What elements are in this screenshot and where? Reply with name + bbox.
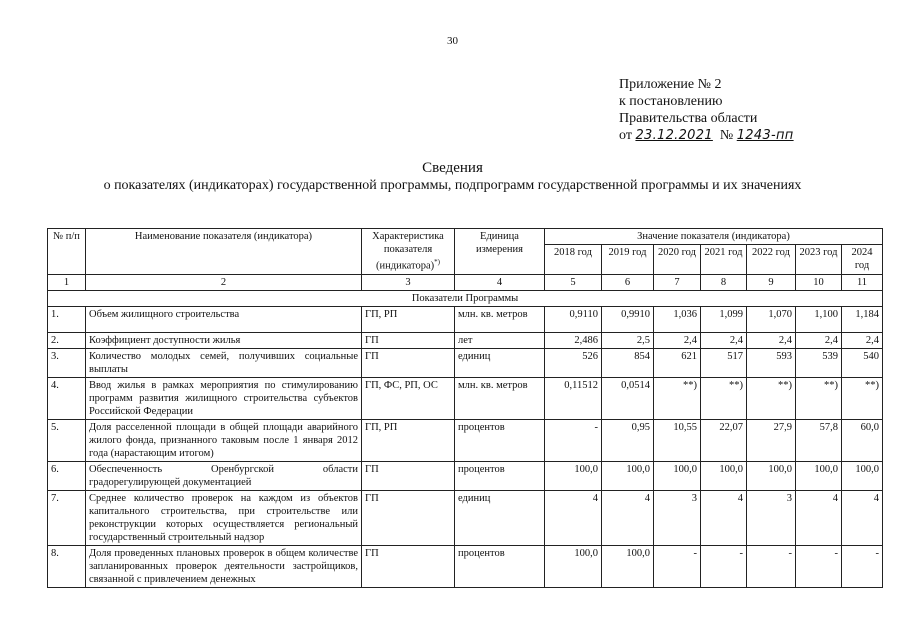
- row-value: -: [654, 545, 701, 587]
- row-value: 2,486: [545, 332, 602, 348]
- header-name: Наименование показателя (индикатора): [86, 229, 362, 275]
- column-number: 5: [545, 274, 602, 290]
- row-name: Коэффициент доступности жилья: [86, 332, 362, 348]
- row-value: 0,0514: [602, 377, 654, 419]
- row-value: 621: [654, 348, 701, 377]
- page-number: 30: [447, 35, 458, 47]
- row-value: 1,100: [796, 306, 842, 332]
- row-value: **): [842, 377, 883, 419]
- row-value: 10,55: [654, 419, 701, 461]
- table-row: [48, 419, 883, 461]
- row-value: -: [842, 545, 883, 587]
- header-year: 2022 год: [747, 245, 796, 274]
- row-value: 2,5: [602, 332, 654, 348]
- header-unit: Единица измерения: [455, 229, 545, 275]
- row-num: 1.: [48, 306, 86, 332]
- row-value: 1,036: [654, 306, 701, 332]
- table-row: [48, 348, 883, 377]
- row-value: 540: [842, 348, 883, 377]
- row-value: 60,0: [842, 419, 883, 461]
- row-value: 4: [701, 490, 747, 545]
- appendix-line-1: Приложение № 2: [619, 77, 722, 92]
- appendix-line-2: к постановлению: [619, 94, 723, 109]
- table-row: [48, 545, 883, 587]
- column-number: 9: [747, 274, 796, 290]
- header-year: 2021 год: [701, 245, 747, 274]
- header-characteristic: Характеристика показателя (индикатора)*): [362, 229, 455, 275]
- row-value: 100,0: [701, 461, 747, 490]
- column-number: 2: [86, 274, 362, 290]
- row-characteristic: ГП: [362, 545, 455, 587]
- document-subtitle: о показателях (индикаторах) государственной программы, подпрограмм государственной программы и их значениях: [103, 178, 802, 193]
- row-value: 526: [545, 348, 602, 377]
- row-name: Доля расселенной площади в общей площади аварийного жилого фонда, признанного таковым после 1 января 2012 года (нарастающим итогом): [86, 419, 362, 461]
- row-value: -: [747, 545, 796, 587]
- section-title: Показатели Программы: [48, 290, 883, 306]
- table-row: [48, 377, 883, 419]
- row-value: 100,0: [602, 545, 654, 587]
- header-year: 2018 год: [545, 245, 602, 274]
- row-unit: процентов: [455, 545, 545, 587]
- row-value: 4: [796, 490, 842, 545]
- row-value: 0,11512: [545, 377, 602, 419]
- table-row: [48, 306, 883, 332]
- row-value: 3: [654, 490, 701, 545]
- row-value: 4: [545, 490, 602, 545]
- table-row: [48, 490, 883, 545]
- row-characteristic: ГП: [362, 461, 455, 490]
- header-values-group: Значение показателя (индикатора): [545, 229, 883, 245]
- row-characteristic: ГП, РП: [362, 419, 455, 461]
- header-year: 2023 год: [796, 245, 842, 274]
- header-year: 2019 год: [602, 245, 654, 274]
- row-value: 4: [842, 490, 883, 545]
- row-value: -: [545, 419, 602, 461]
- table-row: [48, 332, 883, 348]
- row-value: 2,4: [796, 332, 842, 348]
- row-num: 6.: [48, 461, 86, 490]
- row-value: 1,070: [747, 306, 796, 332]
- row-name: Обеспеченность Оренбургской области градорегулирующей документацией: [86, 461, 362, 490]
- row-unit: процентов: [455, 419, 545, 461]
- header-row-1: [48, 229, 883, 245]
- row-value: 27,9: [747, 419, 796, 461]
- table-row: [48, 461, 883, 490]
- row-characteristic: ГП: [362, 332, 455, 348]
- row-value: 0,95: [602, 419, 654, 461]
- handwritten-date: 23.12.2021: [635, 128, 713, 143]
- row-value: 539: [796, 348, 842, 377]
- header-year: 2024 год: [842, 245, 883, 274]
- column-number: 1: [48, 274, 86, 290]
- column-number: 11: [842, 274, 883, 290]
- row-unit: лет: [455, 332, 545, 348]
- footnote-mark: *): [434, 258, 440, 266]
- handwritten-number: 1243-пп: [736, 128, 794, 143]
- row-num: 2.: [48, 332, 86, 348]
- row-value: **): [701, 377, 747, 419]
- header-num: № п/п: [48, 229, 86, 275]
- column-number: 4: [455, 274, 545, 290]
- date-prefix: от: [619, 128, 632, 143]
- row-value: 1,184: [842, 306, 883, 332]
- row-value: 100,0: [545, 545, 602, 587]
- column-number: 7: [654, 274, 701, 290]
- row-value: 517: [701, 348, 747, 377]
- appendix-block: [619, 76, 794, 144]
- row-value: 100,0: [796, 461, 842, 490]
- row-name: Ввод жилья в рамках мероприятия по стимулированию программ развития жилищного строительства субъектов Российской Федерации: [86, 377, 362, 419]
- row-value: 100,0: [602, 461, 654, 490]
- row-num: 7.: [48, 490, 86, 545]
- section-row: [48, 290, 883, 306]
- row-value: 4: [602, 490, 654, 545]
- row-value: 22,07: [701, 419, 747, 461]
- row-num: 4.: [48, 377, 86, 419]
- row-value: 0,9110: [545, 306, 602, 332]
- row-unit: процентов: [455, 461, 545, 490]
- column-number: 6: [602, 274, 654, 290]
- row-unit: млн. кв. метров: [455, 377, 545, 419]
- row-characteristic: ГП: [362, 490, 455, 545]
- row-value: -: [701, 545, 747, 587]
- row-value: 57,8: [796, 419, 842, 461]
- row-value: 3: [747, 490, 796, 545]
- row-characteristic: ГП: [362, 348, 455, 377]
- row-name: Среднее количество проверок на каждом из объектов капитального строительства, при строительстве или реконструкции которых осуществляется региональный государственный строительный надзор: [86, 490, 362, 545]
- header-year: 2020 год: [654, 245, 701, 274]
- appendix-line-3: Правительства области: [619, 111, 758, 126]
- row-value: 100,0: [654, 461, 701, 490]
- row-value: **): [654, 377, 701, 419]
- row-value: 100,0: [545, 461, 602, 490]
- row-value: 100,0: [747, 461, 796, 490]
- row-value: **): [747, 377, 796, 419]
- row-value: 0,9910: [602, 306, 654, 332]
- row-value: 854: [602, 348, 654, 377]
- row-value: **): [796, 377, 842, 419]
- row-value: 593: [747, 348, 796, 377]
- row-unit: единиц: [455, 490, 545, 545]
- row-num: 8.: [48, 545, 86, 587]
- document-heading: Сведения: [422, 160, 483, 176]
- appendix-date-line: [619, 127, 794, 144]
- row-num: 3.: [48, 348, 86, 377]
- column-number: 8: [701, 274, 747, 290]
- row-characteristic: ГП, РП: [362, 306, 455, 332]
- row-value: 2,4: [654, 332, 701, 348]
- column-numbers-row: [48, 274, 883, 290]
- row-num: 5.: [48, 419, 86, 461]
- number-prefix: №: [719, 128, 734, 143]
- row-value: 2,4: [701, 332, 747, 348]
- column-number: 10: [796, 274, 842, 290]
- row-value: 2,4: [747, 332, 796, 348]
- row-value: 1,099: [701, 306, 747, 332]
- row-unit: млн. кв. метров: [455, 306, 545, 332]
- row-name: Объем жилищного строительства: [86, 306, 362, 332]
- row-value: 2,4: [842, 332, 883, 348]
- indicators-table: [47, 228, 883, 588]
- row-name: Доля проведенных плановых проверок в общем количестве запланированных проверок деятельности застройщиков, связанной с привлечением денежных: [86, 545, 362, 587]
- row-name: Количество молодых семей, получивших социальные выплаты: [86, 348, 362, 377]
- row-value: -: [796, 545, 842, 587]
- row-value: 100,0: [842, 461, 883, 490]
- column-number: 3: [362, 274, 455, 290]
- row-unit: единиц: [455, 348, 545, 377]
- row-characteristic: ГП, ФС, РП, ОС: [362, 377, 455, 419]
